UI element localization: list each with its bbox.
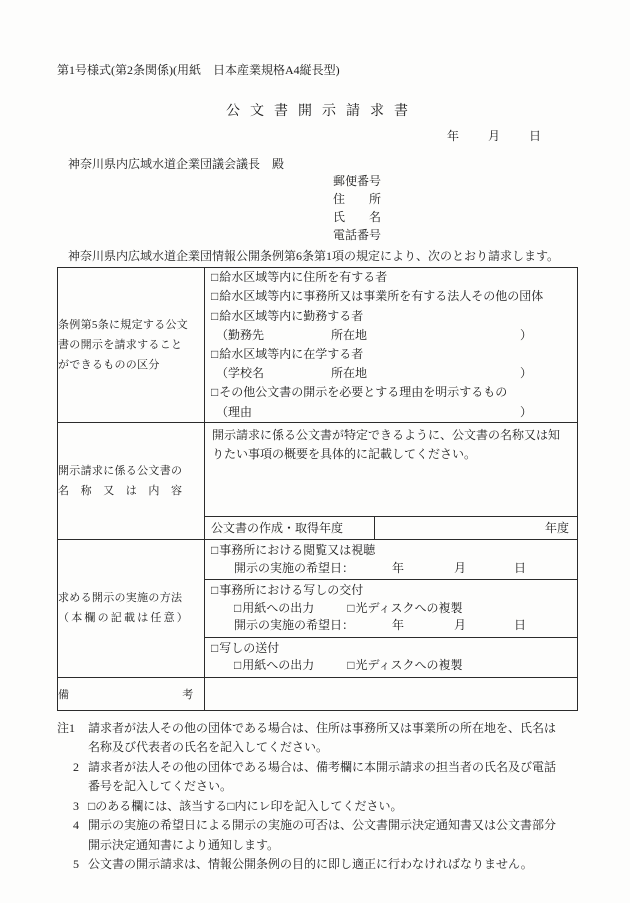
copy-mail-option-line — [205, 640, 577, 658]
document-name-content-cell — [205, 423, 578, 540]
name-label: 氏 名 — [333, 210, 382, 224]
fiscal-year-label: 公文書の作成・取得年度 — [205, 517, 375, 539]
remarks-row — [58, 677, 578, 710]
checkbox-icon: □ — [347, 600, 355, 615]
category-label-line-1: 条例第5条に規定する公文 — [58, 319, 189, 331]
day-label: 日 — [514, 618, 527, 632]
year-label: 年 — [392, 618, 405, 632]
day-label: 日 — [528, 129, 541, 143]
category-label-line-3: ができるものの区分 — [58, 359, 160, 371]
copy-office-option-label: 事務所における写しの交付 — [219, 583, 364, 597]
note-text: 請求者が法人その他の団体である場合は、住所は事務所又は事業所の所在地を、氏名は名称及び代表者の氏名を記入してください。 — [88, 720, 557, 754]
note-marker: 5 — [73, 857, 79, 871]
copy-office-choices — [205, 600, 577, 618]
month-label: 月 — [487, 129, 500, 143]
close-paren: ） — [519, 327, 532, 342]
option-student-label: 給水区域等内に在学する者 — [219, 347, 364, 361]
open-paren: （ — [216, 366, 229, 381]
date-line — [57, 128, 577, 144]
open-paren: （ — [216, 404, 229, 419]
option-worker — [205, 307, 577, 326]
checkbox-icon: □ — [234, 658, 242, 672]
copy-office-desired-date-row — [205, 617, 577, 635]
workplace-label: 勤務先 — [228, 327, 265, 342]
note-item — [57, 816, 571, 855]
paper-output-label: 用紙への出力 — [242, 600, 315, 615]
desired-date-label: 開示の実施の希望日： — [234, 618, 355, 632]
remarks-value-cell — [205, 677, 578, 710]
method-label-line-2: （本欄の記載は任意） — [58, 612, 190, 625]
intro-sentence: 神奈川県内広域水道企業団情報公開条例第6条第1項の規定により、次のとおり請求します。 — [68, 249, 560, 263]
option-other-reason-label: その他公文書の開示を必要とする理由を明示するもの — [219, 385, 508, 400]
note-text: □のある欄には、該当する□内にレ印を記入してください。 — [88, 798, 403, 813]
paper-output-label: 用紙への出力 — [242, 658, 315, 672]
document-label-line-2: 名 称 又 は 内 容 — [58, 485, 183, 497]
reason-detail-line — [205, 403, 577, 422]
month-label: 月 — [454, 618, 467, 632]
note-item — [57, 797, 571, 817]
note-marker: 3 — [73, 798, 79, 813]
checkbox-icon: □ — [234, 600, 242, 615]
checkbox-icon: □ — [211, 640, 219, 655]
method-option-viewing — [205, 540, 577, 579]
notes-section — [57, 719, 571, 875]
note-item — [57, 758, 571, 797]
note-text: 公文書の開示請求は、情報公開条例の目的に即し適正に行わなければなりません。 — [88, 857, 533, 871]
copy-office-option-line — [205, 582, 577, 600]
note-text: 請求者が法人その他の団体である場合は、備考欄に本開示請求の担当者の氏名及び電話番号を記入してください。 — [88, 759, 557, 793]
close-paren: ） — [519, 404, 532, 419]
method-label-cell — [58, 540, 205, 678]
document-name-label-cell — [58, 423, 205, 540]
month-label: 月 — [454, 560, 467, 575]
optical-disc-label: 光ディスクへの複製 — [355, 658, 463, 672]
address-label: 住 所 — [333, 192, 382, 206]
location-label: 所在地 — [331, 327, 368, 342]
method-option-copy-mail — [205, 637, 577, 677]
method-row — [58, 540, 578, 678]
applicant-contact-block — [333, 172, 577, 244]
note-item — [57, 855, 571, 875]
document-name-row — [58, 423, 578, 540]
form-number-line: 第1号様式(第2条関係)(用紙 日本産業規格A4縦長型) — [57, 63, 340, 77]
category-label-line-2: 書の開示を請求すること — [58, 339, 183, 351]
remarks-label-cell — [58, 677, 205, 710]
method-label-line-1: 求める開示の実施の方法 — [58, 592, 183, 605]
copy-mail-option-label: 写しの送付 — [219, 640, 280, 655]
reason-label: 理由 — [228, 404, 253, 419]
request-form-table — [57, 267, 578, 711]
option-office-corporation-label: 給水区域等内に事務所又は事業所を有する法人その他の団体 — [219, 289, 544, 304]
desired-date-label: 開示の実施の希望日： — [234, 560, 355, 575]
document-title: 公文書開示請求書 — [226, 104, 418, 119]
remarks-label: 備 考 — [58, 688, 194, 701]
optical-disc-label: 光ディスクへの複製 — [355, 600, 463, 615]
document-label-line-1: 開示請求に係る公文書の — [58, 465, 183, 477]
document-description: 開示請求に係る公文書が特定できるように、公文書の名称又は知りたい事項の概要を具体的に記載してください。 — [212, 428, 561, 461]
note-marker: 注1 — [57, 720, 76, 735]
note-marker: 2 — [73, 759, 79, 774]
worker-detail-line — [205, 326, 577, 345]
checkbox-icon: □ — [211, 308, 219, 323]
recipient-line: 神奈川県内広域水道企業団議会議長 殿 — [68, 157, 285, 171]
checkbox-icon: □ — [211, 583, 219, 597]
option-residence-label: 給水区域等内に住所を有する者 — [219, 270, 388, 285]
viewing-option-label: 事務所における閲覧又は視聴 — [219, 543, 376, 557]
viewing-desired-date-row — [205, 560, 577, 578]
viewing-option-line — [205, 542, 577, 560]
option-residence — [205, 268, 577, 287]
note-marker: 4 — [73, 818, 79, 832]
location-label: 所在地 — [331, 366, 368, 381]
option-worker-label: 給水区域等内に勤務する者 — [219, 308, 364, 323]
close-paren: ） — [519, 366, 532, 381]
checkbox-icon: □ — [211, 347, 219, 361]
checkbox-icon: □ — [211, 543, 219, 557]
checkbox-icon: □ — [211, 270, 219, 285]
method-option-copy-office — [205, 579, 577, 637]
checkbox-icon: □ — [211, 385, 219, 400]
checkbox-icon: □ — [211, 289, 219, 304]
year-label: 年 — [446, 129, 459, 143]
postal-code-label: 郵便番号 — [333, 174, 382, 188]
fiscal-year-suffix: 年度 — [544, 521, 569, 535]
student-detail-line — [205, 364, 577, 383]
copy-mail-choices — [205, 657, 577, 675]
note-item — [57, 719, 571, 758]
day-label: 日 — [514, 560, 527, 575]
phone-label: 電話番号 — [333, 228, 382, 242]
category-row — [58, 268, 578, 423]
checkbox-icon: □ — [347, 658, 355, 672]
school-name-label: 学校名 — [228, 366, 265, 381]
fiscal-year-row — [205, 516, 577, 539]
note-text: 開示の実施の希望日による開示の実施の可否は、公文書開示決定通知書又は公文書部分開示決定通知書により通知します。 — [88, 818, 557, 852]
year-label: 年 — [392, 560, 405, 575]
option-other-reason — [205, 383, 577, 402]
method-options-cell — [205, 540, 578, 678]
category-options-cell — [205, 268, 578, 423]
option-office-corporation — [205, 287, 577, 306]
option-student — [205, 345, 577, 364]
open-paren: （ — [216, 327, 229, 342]
category-label-cell — [58, 268, 205, 423]
